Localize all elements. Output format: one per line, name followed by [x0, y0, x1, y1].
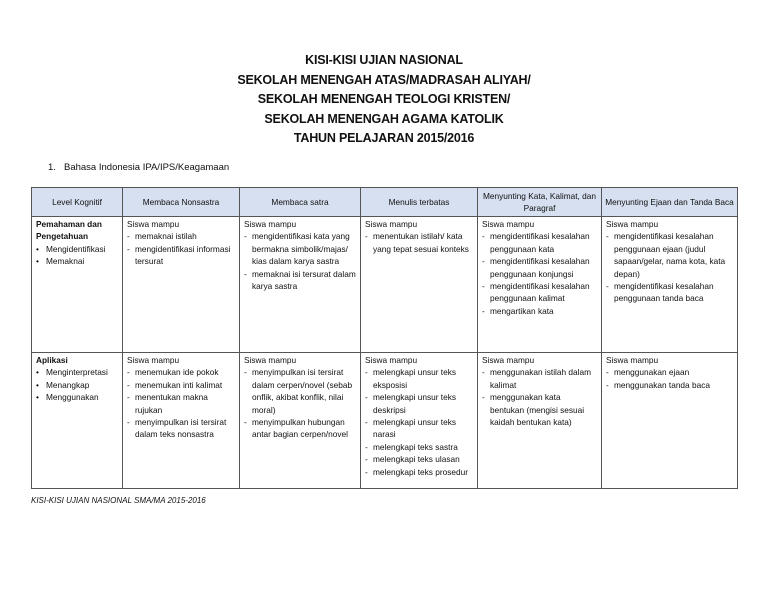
level-cell	[32, 353, 123, 489]
list-item-text: mengidentifikasi kesalahan penggunaan tanda baca	[614, 281, 714, 304]
list-item-text: melengkapi unsur teks deskripsi	[373, 392, 457, 415]
list-item	[606, 379, 733, 391]
level-item	[36, 391, 118, 403]
header-row	[32, 188, 738, 217]
list-item-text: menyimpulkan hubungan antar bagian cerpen/novel	[252, 417, 348, 440]
list-item	[127, 243, 235, 268]
list-item	[365, 416, 473, 441]
level-title: Pemahaman dan Pengetahuan	[36, 219, 102, 242]
list-item-text: mengidentifikasi kata yang bermakna simbolik/majas/ kias dalam karya sastra	[252, 231, 350, 267]
content-cell	[240, 217, 361, 353]
list-item	[127, 416, 235, 441]
list-item-text: mengidentifikasi kesalahan penggunaan ejaan (judul sapaan/gelar, nama kota, kata depan)	[614, 231, 726, 279]
dash-icon: -	[365, 466, 368, 477]
list-item	[244, 230, 356, 267]
subject-text: Bahasa Indonesia IPA/IPS/Keagamaan	[64, 162, 230, 173]
bullet-icon: •	[36, 243, 39, 254]
content-cell	[361, 217, 478, 353]
dash-icon: -	[127, 243, 130, 254]
bullet-icon: •	[36, 379, 39, 390]
bullet-icon: •	[36, 392, 39, 403]
level-cell	[32, 217, 123, 353]
list-item-text: menggunakan tanda baca	[614, 379, 710, 390]
header-cell: Menyunting Ejaan dan Tanda Baca	[602, 188, 738, 217]
grid-table	[31, 187, 738, 489]
level-item-text: Menginterpretasi	[46, 367, 108, 378]
dash-icon: -	[606, 379, 609, 390]
content-cell	[240, 353, 361, 489]
list-item	[365, 441, 473, 453]
dash-icon: -	[127, 417, 130, 428]
list-item-text: menentukan makna rujukan	[135, 392, 208, 415]
dash-icon: -	[482, 256, 485, 267]
document-title	[0, 51, 768, 149]
list-item-text: melengkapi teks prosedur	[373, 466, 469, 477]
list-item-text: melengkapi unsur teks narasi	[373, 417, 457, 440]
cell-intro: Siswa mampu	[127, 219, 180, 229]
level-item	[36, 255, 118, 267]
content-cell	[123, 217, 240, 353]
dash-icon: -	[365, 441, 368, 452]
list-item	[127, 230, 235, 242]
dash-icon: -	[606, 281, 609, 292]
content-cell	[602, 217, 738, 353]
title-line-2: SEKOLAH MENENGAH ATAS/MADRASAH ALIYAH/	[237, 72, 531, 87]
list-item	[606, 366, 733, 378]
level-item	[36, 379, 118, 391]
cell-intro: Siswa mampu	[127, 355, 180, 365]
level-item-text: Menggunakan	[46, 392, 99, 403]
dash-icon: -	[365, 367, 368, 378]
table-row	[32, 353, 738, 489]
dash-icon: -	[482, 281, 485, 292]
dash-icon: -	[365, 417, 368, 428]
content-cell	[478, 217, 602, 353]
dash-icon: -	[365, 454, 368, 465]
list-item	[244, 268, 356, 293]
dash-icon: -	[244, 231, 247, 242]
cell-intro: Siswa mampu	[365, 355, 418, 365]
level-item	[36, 243, 118, 255]
list-item	[365, 466, 473, 478]
level-title: Aplikasi	[36, 355, 68, 365]
dash-icon: -	[482, 305, 485, 316]
cell-intro: Siswa mampu	[244, 219, 297, 229]
list-item-text: mengidentifikasi informasi tersurat	[135, 243, 231, 267]
list-item-text: mengidentifikasi kesalahan penggunaan kalimat	[490, 281, 590, 304]
dash-icon: -	[244, 268, 247, 279]
list-item	[365, 366, 473, 391]
list-item-text: memaknai isi tersurat dalam karya sastra	[252, 268, 356, 292]
list-item	[127, 366, 235, 378]
header-cell: Level Kognitif	[32, 188, 123, 217]
level-item	[36, 366, 118, 378]
level-item-text: Menangkap	[46, 379, 90, 390]
list-item	[482, 280, 597, 305]
list-item	[606, 280, 733, 305]
list-item-text: melengkapi teks ulasan	[373, 454, 460, 465]
dash-icon: -	[127, 231, 130, 242]
dash-icon: -	[606, 367, 609, 378]
list-item	[482, 230, 597, 255]
list-item	[127, 379, 235, 391]
cell-intro: Siswa mampu	[606, 219, 659, 229]
content-cell	[123, 353, 240, 489]
level-item-text: Memaknai	[46, 256, 85, 267]
list-item-text: menemukan inti kalimat	[135, 379, 223, 390]
header-cell: Menulis terbatas	[361, 188, 478, 217]
title-line-1: KISI-KISI UJIAN NASIONAL	[305, 53, 463, 67]
list-item-text: menyimpulkan isi tersirat dalam teks nonsastra	[135, 417, 227, 440]
level-item-text: Mengidentifikasi	[46, 243, 106, 254]
content-cell	[361, 353, 478, 489]
content-cell	[602, 353, 738, 489]
table-row	[32, 217, 738, 353]
header-cell: Membaca satra	[240, 188, 361, 217]
header-cell: Membaca Nonsastra	[123, 188, 240, 217]
page-footer: KISI-KISI UJIAN NASIONAL SMA/MA 2015-2016	[31, 496, 206, 505]
list-item-text: mengartikan kata	[490, 305, 554, 316]
dash-icon: -	[244, 367, 247, 378]
list-item	[365, 453, 473, 465]
list-item-text: menggunakan ejaan	[614, 367, 690, 378]
title-line-5: TAHUN PELAJARAN 2015/2016	[293, 131, 475, 145]
cell-intro: Siswa mampu	[244, 355, 297, 365]
cell-intro: Siswa mampu	[482, 219, 535, 229]
content-cell	[478, 353, 602, 489]
list-item-text: menemukan ide pokok	[135, 367, 219, 378]
dash-icon: -	[365, 392, 368, 403]
subject-heading	[48, 162, 229, 173]
dash-icon: -	[127, 379, 130, 390]
list-item	[606, 230, 733, 280]
dash-icon: -	[606, 231, 609, 242]
list-item	[482, 391, 597, 428]
dash-icon: -	[482, 231, 485, 242]
list-item	[482, 366, 597, 391]
dash-icon: -	[482, 367, 485, 378]
list-item-text: melengkapi unsur teks eksposisi	[373, 367, 457, 390]
list-item-text: menyimpulkan isi tersirat dalam cerpen/novel (sebab onflik, akibat konflik, nilai moral)	[252, 367, 353, 415]
list-item-text: menggunakan kata bentukan (mengisi sesuai kaidah bentukan kata)	[490, 392, 585, 428]
list-item	[365, 230, 473, 255]
dash-icon: -	[482, 392, 485, 403]
list-item-text: mengidentifikasi kesalahan penggunaan konjungsi	[490, 256, 590, 279]
list-item-text: menggunakan istilah dalam kalimat	[490, 367, 592, 390]
cell-intro: Siswa mampu	[365, 219, 418, 229]
list-item	[482, 255, 597, 280]
list-item-text: mengidentifikasi kesalahan penggunaan kata	[490, 231, 590, 254]
title-line-4: SEKOLAH MENENGAH AGAMA KATOLIK	[264, 111, 504, 126]
bullet-icon: •	[36, 256, 39, 267]
list-item	[365, 391, 473, 416]
cell-intro: Siswa mampu	[606, 355, 659, 365]
dash-icon: -	[365, 231, 368, 242]
list-item	[482, 305, 597, 317]
list-item	[127, 391, 235, 416]
list-item-text: melengkapi teks sastra	[373, 441, 458, 452]
cell-intro: Siswa mampu	[482, 355, 535, 365]
header-cell: Menyunting Kata, Kalimat, dan Paragraf	[478, 188, 602, 217]
title-line-3: SEKOLAH MENENGAH TEOLOGI KRISTEN/	[257, 92, 511, 106]
list-item	[244, 416, 356, 441]
dash-icon: -	[244, 417, 247, 428]
list-item-text: memaknai istilah	[135, 231, 197, 242]
bullet-icon: •	[36, 367, 39, 378]
dash-icon: -	[127, 367, 130, 378]
subject-number: 1.	[48, 162, 56, 173]
list-item	[244, 366, 356, 416]
list-item-text: menentukan istilah/ kata yang tepat sesuai konteks	[373, 231, 469, 254]
dash-icon: -	[127, 392, 130, 403]
